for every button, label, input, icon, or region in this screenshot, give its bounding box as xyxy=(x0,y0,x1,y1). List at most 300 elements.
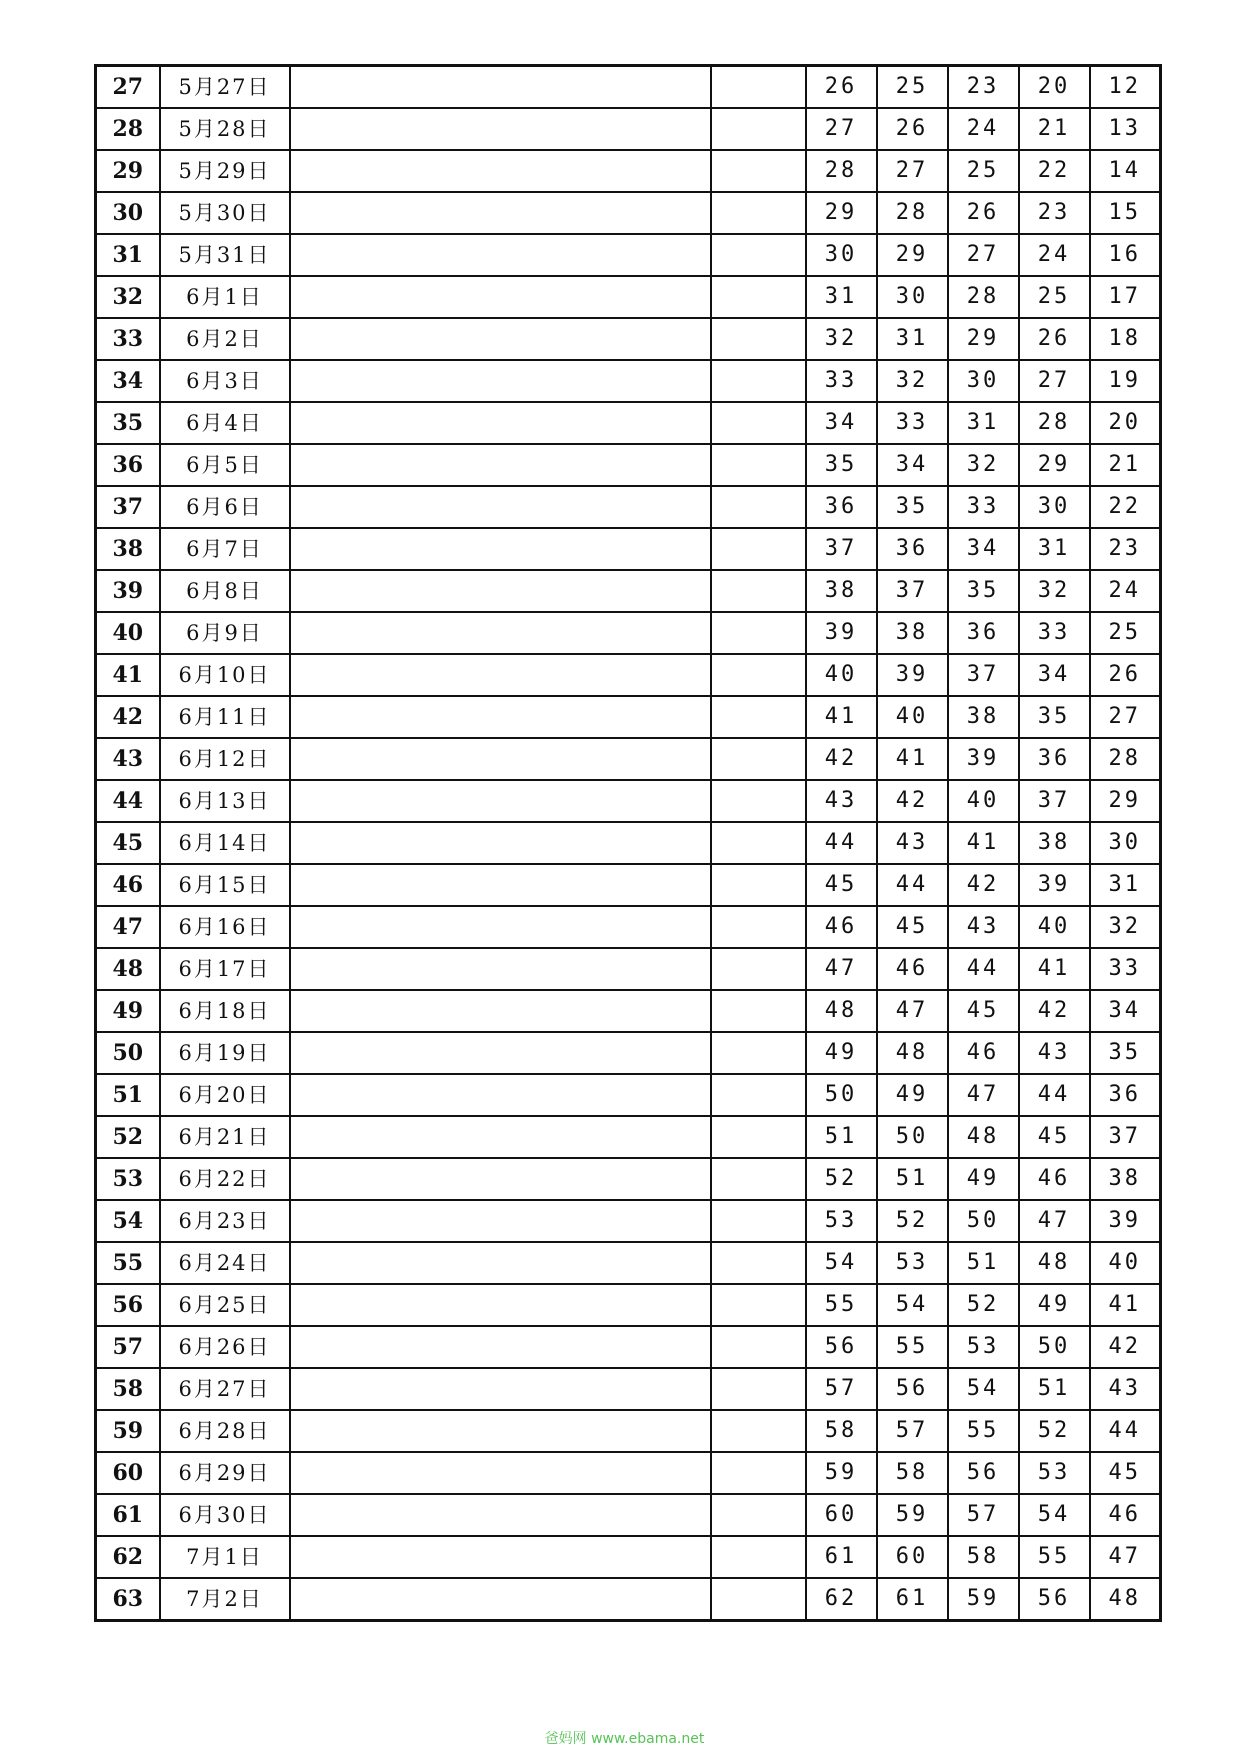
blank-cell xyxy=(290,738,711,780)
value-cell: 26 xyxy=(1019,318,1090,360)
day-index-cell: 33 xyxy=(96,318,160,360)
value-cell: 34 xyxy=(948,528,1019,570)
day-index-cell: 44 xyxy=(96,780,160,822)
blank-cell xyxy=(711,1284,806,1326)
value-cell: 37 xyxy=(1019,780,1090,822)
day-index-cell: 46 xyxy=(96,864,160,906)
value-cell: 24 xyxy=(1090,570,1161,612)
date-cell: 6月11日 xyxy=(160,696,290,738)
value-cell: 28 xyxy=(806,150,877,192)
day-index-cell: 58 xyxy=(96,1368,160,1410)
value-cell: 27 xyxy=(877,150,948,192)
value-cell: 53 xyxy=(806,1200,877,1242)
date-cell: 5月31日 xyxy=(160,234,290,276)
blank-cell xyxy=(290,1536,711,1578)
blank-cell xyxy=(290,1242,711,1284)
day-index-cell: 38 xyxy=(96,528,160,570)
value-cell: 12 xyxy=(1090,66,1161,109)
value-cell: 42 xyxy=(948,864,1019,906)
value-cell: 30 xyxy=(806,234,877,276)
table-row xyxy=(96,486,1161,528)
value-cell: 59 xyxy=(948,1578,1019,1621)
blank-cell xyxy=(711,906,806,948)
blank-cell xyxy=(711,318,806,360)
value-cell: 22 xyxy=(1090,486,1161,528)
value-cell: 49 xyxy=(806,1032,877,1074)
blank-cell xyxy=(290,402,711,444)
value-cell: 27 xyxy=(948,234,1019,276)
value-cell: 44 xyxy=(877,864,948,906)
value-cell: 30 xyxy=(877,276,948,318)
value-cell: 44 xyxy=(806,822,877,864)
value-cell: 36 xyxy=(877,528,948,570)
blank-cell xyxy=(711,822,806,864)
value-cell: 41 xyxy=(1090,1284,1161,1326)
value-cell: 33 xyxy=(806,360,877,402)
value-cell: 37 xyxy=(948,654,1019,696)
blank-cell xyxy=(711,1536,806,1578)
date-cell: 6月26日 xyxy=(160,1326,290,1368)
blank-cell xyxy=(290,1284,711,1326)
value-cell: 53 xyxy=(948,1326,1019,1368)
table-row xyxy=(96,1368,1161,1410)
blank-cell xyxy=(290,696,711,738)
day-index-cell: 56 xyxy=(96,1284,160,1326)
value-cell: 31 xyxy=(948,402,1019,444)
blank-cell xyxy=(290,486,711,528)
value-cell: 35 xyxy=(1090,1032,1161,1074)
value-cell: 50 xyxy=(877,1116,948,1158)
date-cell: 7月1日 xyxy=(160,1536,290,1578)
blank-cell xyxy=(290,990,711,1032)
date-cell: 6月9日 xyxy=(160,612,290,654)
value-cell: 52 xyxy=(1019,1410,1090,1452)
value-cell: 40 xyxy=(1019,906,1090,948)
blank-cell xyxy=(290,108,711,150)
value-cell: 25 xyxy=(948,150,1019,192)
day-index-cell: 35 xyxy=(96,402,160,444)
value-cell: 42 xyxy=(1090,1326,1161,1368)
value-cell: 41 xyxy=(806,696,877,738)
date-cell: 6月19日 xyxy=(160,1032,290,1074)
value-cell: 51 xyxy=(1019,1368,1090,1410)
blank-cell xyxy=(290,150,711,192)
value-cell: 52 xyxy=(877,1200,948,1242)
value-cell: 41 xyxy=(877,738,948,780)
table-row xyxy=(96,906,1161,948)
blank-cell xyxy=(290,1452,711,1494)
value-cell: 40 xyxy=(1090,1242,1161,1284)
date-cell: 6月8日 xyxy=(160,570,290,612)
value-cell: 38 xyxy=(877,612,948,654)
date-cell: 6月3日 xyxy=(160,360,290,402)
table-row xyxy=(96,1116,1161,1158)
blank-cell xyxy=(711,1368,806,1410)
blank-cell xyxy=(711,1158,806,1200)
blank-cell xyxy=(290,1200,711,1242)
value-cell: 43 xyxy=(948,906,1019,948)
value-cell: 21 xyxy=(1090,444,1161,486)
value-cell: 19 xyxy=(1090,360,1161,402)
value-cell: 32 xyxy=(1019,570,1090,612)
blank-cell xyxy=(711,1242,806,1284)
value-cell: 40 xyxy=(948,780,1019,822)
date-cell: 6月24日 xyxy=(160,1242,290,1284)
date-cell: 5月28日 xyxy=(160,108,290,150)
value-cell: 49 xyxy=(948,1158,1019,1200)
blank-cell xyxy=(290,444,711,486)
value-cell: 51 xyxy=(806,1116,877,1158)
blank-cell xyxy=(711,1116,806,1158)
value-cell: 59 xyxy=(806,1452,877,1494)
value-cell: 29 xyxy=(1090,780,1161,822)
day-index-cell: 50 xyxy=(96,1032,160,1074)
day-index-cell: 36 xyxy=(96,444,160,486)
table-row xyxy=(96,1452,1161,1494)
date-cell: 6月28日 xyxy=(160,1410,290,1452)
value-cell: 54 xyxy=(877,1284,948,1326)
value-cell: 27 xyxy=(806,108,877,150)
blank-cell xyxy=(711,780,806,822)
value-cell: 24 xyxy=(948,108,1019,150)
value-cell: 46 xyxy=(806,906,877,948)
value-cell: 48 xyxy=(1019,1242,1090,1284)
blank-cell xyxy=(711,654,806,696)
day-index-cell: 34 xyxy=(96,360,160,402)
value-cell: 46 xyxy=(1090,1494,1161,1536)
blank-cell xyxy=(711,1200,806,1242)
value-cell: 21 xyxy=(1019,108,1090,150)
table-row xyxy=(96,150,1161,192)
date-cell: 6月5日 xyxy=(160,444,290,486)
day-index-cell: 42 xyxy=(96,696,160,738)
value-cell: 55 xyxy=(806,1284,877,1326)
table-row xyxy=(96,1074,1161,1116)
value-cell: 25 xyxy=(1019,276,1090,318)
value-cell: 17 xyxy=(1090,276,1161,318)
blank-cell xyxy=(711,276,806,318)
value-cell: 38 xyxy=(806,570,877,612)
table-row xyxy=(96,696,1161,738)
day-index-cell: 47 xyxy=(96,906,160,948)
blank-cell xyxy=(290,864,711,906)
blank-cell xyxy=(711,108,806,150)
date-cell: 6月23日 xyxy=(160,1200,290,1242)
value-cell: 45 xyxy=(1019,1116,1090,1158)
value-cell: 33 xyxy=(877,402,948,444)
table-row xyxy=(96,990,1161,1032)
day-index-cell: 28 xyxy=(96,108,160,150)
value-cell: 57 xyxy=(948,1494,1019,1536)
blank-cell xyxy=(711,150,806,192)
value-cell: 36 xyxy=(948,612,1019,654)
date-cell: 7月2日 xyxy=(160,1578,290,1621)
date-cell: 6月2日 xyxy=(160,318,290,360)
value-cell: 23 xyxy=(948,66,1019,109)
date-cell: 5月27日 xyxy=(160,66,290,109)
value-cell: 40 xyxy=(877,696,948,738)
value-cell: 28 xyxy=(948,276,1019,318)
day-index-cell: 51 xyxy=(96,1074,160,1116)
value-cell: 40 xyxy=(806,654,877,696)
value-cell: 32 xyxy=(806,318,877,360)
blank-cell xyxy=(290,1032,711,1074)
blank-cell xyxy=(290,570,711,612)
blank-cell xyxy=(711,1410,806,1452)
value-cell: 53 xyxy=(877,1242,948,1284)
value-cell: 43 xyxy=(1090,1368,1161,1410)
value-cell: 52 xyxy=(948,1284,1019,1326)
value-cell: 38 xyxy=(1090,1158,1161,1200)
day-index-cell: 54 xyxy=(96,1200,160,1242)
value-cell: 56 xyxy=(1019,1578,1090,1621)
blank-cell xyxy=(711,990,806,1032)
value-cell: 31 xyxy=(1090,864,1161,906)
value-cell: 31 xyxy=(1019,528,1090,570)
date-cell: 6月21日 xyxy=(160,1116,290,1158)
table-row xyxy=(96,1578,1161,1621)
day-index-cell: 41 xyxy=(96,654,160,696)
day-index-cell: 53 xyxy=(96,1158,160,1200)
value-cell: 55 xyxy=(877,1326,948,1368)
day-index-cell: 49 xyxy=(96,990,160,1032)
blank-cell xyxy=(711,234,806,276)
value-cell: 58 xyxy=(806,1410,877,1452)
blank-cell xyxy=(711,402,806,444)
value-cell: 24 xyxy=(1019,234,1090,276)
table-row xyxy=(96,318,1161,360)
blank-cell xyxy=(290,1410,711,1452)
blank-cell xyxy=(711,738,806,780)
table-row xyxy=(96,780,1161,822)
day-index-cell: 39 xyxy=(96,570,160,612)
value-cell: 31 xyxy=(877,318,948,360)
value-cell: 47 xyxy=(1090,1536,1161,1578)
value-cell: 39 xyxy=(1090,1200,1161,1242)
value-cell: 32 xyxy=(948,444,1019,486)
blank-cell xyxy=(711,192,806,234)
table-row xyxy=(96,948,1161,990)
date-cell: 6月18日 xyxy=(160,990,290,1032)
blank-cell xyxy=(290,1578,711,1621)
table-row xyxy=(96,570,1161,612)
value-cell: 54 xyxy=(948,1368,1019,1410)
date-cell: 6月4日 xyxy=(160,402,290,444)
day-index-cell: 48 xyxy=(96,948,160,990)
value-cell: 34 xyxy=(877,444,948,486)
value-cell: 23 xyxy=(1019,192,1090,234)
value-cell: 50 xyxy=(806,1074,877,1116)
value-cell: 26 xyxy=(1090,654,1161,696)
day-index-cell: 37 xyxy=(96,486,160,528)
blank-cell xyxy=(711,1494,806,1536)
value-cell: 13 xyxy=(1090,108,1161,150)
value-cell: 34 xyxy=(1019,654,1090,696)
blank-cell xyxy=(290,906,711,948)
day-index-cell: 63 xyxy=(96,1578,160,1621)
blank-cell xyxy=(290,1116,711,1158)
table-row xyxy=(96,1032,1161,1074)
date-cell: 6月22日 xyxy=(160,1158,290,1200)
date-cell: 6月30日 xyxy=(160,1494,290,1536)
day-index-cell: 27 xyxy=(96,66,160,109)
table-row xyxy=(96,1326,1161,1368)
value-cell: 51 xyxy=(877,1158,948,1200)
value-cell: 51 xyxy=(948,1242,1019,1284)
value-cell: 30 xyxy=(1019,486,1090,528)
day-index-cell: 61 xyxy=(96,1494,160,1536)
value-cell: 54 xyxy=(1019,1494,1090,1536)
day-index-cell: 55 xyxy=(96,1242,160,1284)
value-cell: 33 xyxy=(1090,948,1161,990)
value-cell: 20 xyxy=(1090,402,1161,444)
value-cell: 41 xyxy=(948,822,1019,864)
blank-cell xyxy=(711,528,806,570)
blank-cell xyxy=(290,654,711,696)
value-cell: 50 xyxy=(1019,1326,1090,1368)
blank-cell xyxy=(711,696,806,738)
table-row xyxy=(96,1410,1161,1452)
blank-cell xyxy=(290,1494,711,1536)
day-index-cell: 30 xyxy=(96,192,160,234)
value-cell: 39 xyxy=(877,654,948,696)
value-cell: 49 xyxy=(877,1074,948,1116)
value-cell: 41 xyxy=(1019,948,1090,990)
date-cell: 6月12日 xyxy=(160,738,290,780)
value-cell: 56 xyxy=(877,1368,948,1410)
table-row xyxy=(96,1158,1161,1200)
blank-cell xyxy=(290,822,711,864)
table-row xyxy=(96,192,1161,234)
table-row xyxy=(96,276,1161,318)
date-cell: 5月29日 xyxy=(160,150,290,192)
blank-cell xyxy=(290,1158,711,1200)
blank-cell xyxy=(290,948,711,990)
value-cell: 43 xyxy=(877,822,948,864)
value-cell: 28 xyxy=(1090,738,1161,780)
blank-cell xyxy=(290,780,711,822)
value-cell: 43 xyxy=(1019,1032,1090,1074)
table-body xyxy=(96,66,1161,1621)
value-cell: 49 xyxy=(1019,1284,1090,1326)
table-row xyxy=(96,234,1161,276)
table-row xyxy=(96,654,1161,696)
value-cell: 25 xyxy=(1090,612,1161,654)
footer-watermark: 爸妈网 www.ebama.net xyxy=(544,1731,705,1747)
table-row xyxy=(96,822,1161,864)
value-cell: 61 xyxy=(877,1578,948,1621)
value-cell: 48 xyxy=(948,1116,1019,1158)
date-cell: 6月27日 xyxy=(160,1368,290,1410)
table-row xyxy=(96,1242,1161,1284)
value-cell: 54 xyxy=(806,1242,877,1284)
value-cell: 39 xyxy=(1019,864,1090,906)
value-cell: 35 xyxy=(948,570,1019,612)
value-cell: 42 xyxy=(1019,990,1090,1032)
day-index-cell: 52 xyxy=(96,1116,160,1158)
value-cell: 42 xyxy=(877,780,948,822)
day-index-cell: 29 xyxy=(96,150,160,192)
value-cell: 39 xyxy=(948,738,1019,780)
value-cell: 58 xyxy=(877,1452,948,1494)
value-cell: 48 xyxy=(806,990,877,1032)
value-cell: 15 xyxy=(1090,192,1161,234)
date-cell: 6月17日 xyxy=(160,948,290,990)
value-cell: 44 xyxy=(948,948,1019,990)
value-cell: 35 xyxy=(806,444,877,486)
value-cell: 45 xyxy=(1090,1452,1161,1494)
value-cell: 27 xyxy=(1090,696,1161,738)
date-cell: 6月29日 xyxy=(160,1452,290,1494)
value-cell: 46 xyxy=(1019,1158,1090,1200)
value-cell: 57 xyxy=(806,1368,877,1410)
value-cell: 47 xyxy=(806,948,877,990)
blank-cell xyxy=(290,1326,711,1368)
blank-cell xyxy=(290,1368,711,1410)
value-cell: 14 xyxy=(1090,150,1161,192)
blank-cell xyxy=(711,1326,806,1368)
value-cell: 46 xyxy=(877,948,948,990)
value-cell: 29 xyxy=(806,192,877,234)
value-cell: 28 xyxy=(877,192,948,234)
value-cell: 26 xyxy=(877,108,948,150)
value-cell: 18 xyxy=(1090,318,1161,360)
value-cell: 50 xyxy=(948,1200,1019,1242)
value-cell: 35 xyxy=(1019,696,1090,738)
value-cell: 60 xyxy=(877,1536,948,1578)
value-cell: 32 xyxy=(877,360,948,402)
blank-cell xyxy=(290,360,711,402)
value-cell: 37 xyxy=(806,528,877,570)
value-cell: 20 xyxy=(1019,66,1090,109)
blank-cell xyxy=(711,444,806,486)
date-cell: 6月13日 xyxy=(160,780,290,822)
value-cell: 36 xyxy=(1090,1074,1161,1116)
blank-cell xyxy=(711,66,806,109)
date-cell: 6月15日 xyxy=(160,864,290,906)
blank-cell xyxy=(711,1452,806,1494)
value-cell: 29 xyxy=(948,318,1019,360)
value-cell: 25 xyxy=(877,66,948,109)
table-row xyxy=(96,1536,1161,1578)
blank-cell xyxy=(711,1074,806,1116)
blank-cell xyxy=(711,486,806,528)
value-cell: 16 xyxy=(1090,234,1161,276)
value-cell: 48 xyxy=(877,1032,948,1074)
value-cell: 38 xyxy=(948,696,1019,738)
day-index-cell: 43 xyxy=(96,738,160,780)
day-index-cell: 40 xyxy=(96,612,160,654)
value-cell: 55 xyxy=(1019,1536,1090,1578)
value-cell: 35 xyxy=(877,486,948,528)
table-row xyxy=(96,108,1161,150)
blank-cell xyxy=(711,864,806,906)
blank-cell xyxy=(290,234,711,276)
value-cell: 30 xyxy=(948,360,1019,402)
value-cell: 45 xyxy=(806,864,877,906)
value-cell: 33 xyxy=(948,486,1019,528)
value-cell: 59 xyxy=(877,1494,948,1536)
blank-cell xyxy=(711,1578,806,1621)
value-cell: 22 xyxy=(1019,150,1090,192)
day-index-cell: 60 xyxy=(96,1452,160,1494)
date-cell: 6月14日 xyxy=(160,822,290,864)
table-row xyxy=(96,360,1161,402)
value-cell: 39 xyxy=(806,612,877,654)
blank-cell xyxy=(711,360,806,402)
value-cell: 36 xyxy=(1019,738,1090,780)
value-cell: 42 xyxy=(806,738,877,780)
